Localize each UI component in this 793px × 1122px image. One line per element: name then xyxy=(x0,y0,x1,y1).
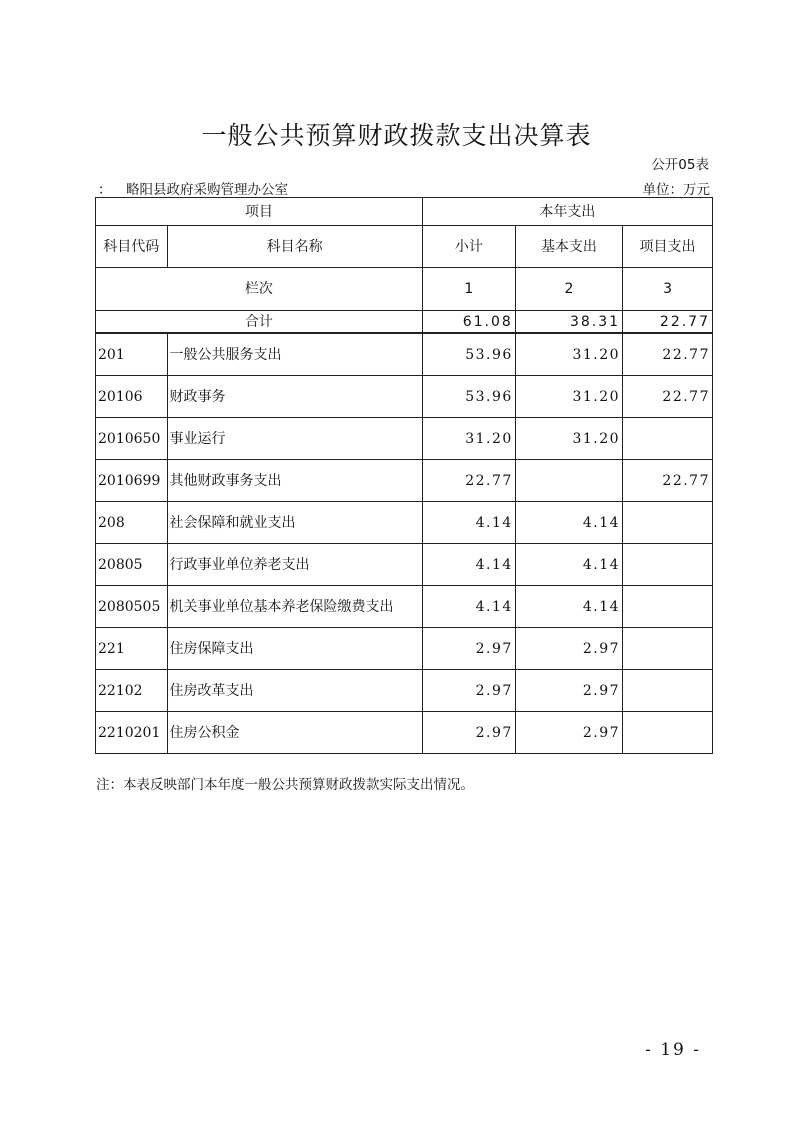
org-name: 略阳县政府采购管理办公室 xyxy=(126,182,288,198)
row-basic: 4.14 xyxy=(515,544,622,586)
row-name: 住房保障支出 xyxy=(167,628,422,670)
header-basic: 基本支出 xyxy=(515,226,622,268)
row-code: 2210201 xyxy=(96,712,168,754)
row-project xyxy=(623,670,713,712)
header-subtotal: 小计 xyxy=(422,226,515,268)
header-item: 项目 xyxy=(96,198,423,226)
row-name: 机关事业单位基本养老保险缴费支出 xyxy=(167,586,422,628)
row-basic: 31.20 xyxy=(515,418,622,460)
row-name: 一般公共服务支出 xyxy=(167,333,422,376)
header-name: 科目名称 xyxy=(167,226,422,268)
row-code: 20106 xyxy=(96,376,168,418)
row-subtotal: 2.97 xyxy=(422,628,515,670)
table-row xyxy=(96,544,713,586)
row-name: 行政事业单位养老支出 xyxy=(167,544,422,586)
row-basic: 4.14 xyxy=(515,502,622,544)
form-number: 公开05表 xyxy=(651,157,709,173)
table-row xyxy=(96,376,713,418)
table-row xyxy=(96,712,713,754)
header-row-1 xyxy=(96,198,713,226)
row-code: 2010650 xyxy=(96,418,168,460)
row-subtotal: 53.96 xyxy=(422,376,515,418)
row-basic: 2.97 xyxy=(515,628,622,670)
row-code: 22102 xyxy=(96,670,168,712)
total-project: 22.77 xyxy=(623,311,713,334)
page-title: 一般公共预算财政拨款支出决算表 xyxy=(201,121,592,150)
row-basic: 4.14 xyxy=(515,586,622,628)
row-code: 201 xyxy=(96,333,168,376)
expenditure-table xyxy=(95,197,713,754)
table-row xyxy=(96,586,713,628)
row-project xyxy=(623,586,713,628)
row-code: 20805 xyxy=(96,544,168,586)
row-project xyxy=(623,418,713,460)
table-row xyxy=(96,502,713,544)
total-row xyxy=(96,311,713,334)
row-subtotal: 31.20 xyxy=(422,418,515,460)
row-subtotal: 4.14 xyxy=(422,586,515,628)
row-project xyxy=(623,502,713,544)
column-order-2: 2 xyxy=(515,268,622,311)
row-subtotal: 2.97 xyxy=(422,712,515,754)
row-subtotal: 4.14 xyxy=(422,544,515,586)
table-row xyxy=(96,628,713,670)
row-project: 22.77 xyxy=(623,333,713,376)
row-name: 住房公积金 xyxy=(167,712,422,754)
row-subtotal: 22.77 xyxy=(422,460,515,502)
table-row xyxy=(96,460,713,502)
table-row xyxy=(96,670,713,712)
table-row xyxy=(96,418,713,460)
total-label: 合计 xyxy=(96,311,423,334)
row-subtotal: 53.96 xyxy=(422,333,515,376)
page-number: - 19 - xyxy=(645,1040,701,1060)
org-prefix: ： xyxy=(98,182,112,198)
row-subtotal: 4.14 xyxy=(422,502,515,544)
row-code: 2010699 xyxy=(96,460,168,502)
row-code: 2080505 xyxy=(96,586,168,628)
total-basic: 38.31 xyxy=(515,311,622,334)
row-name: 社会保障和就业支出 xyxy=(167,502,422,544)
table-row xyxy=(96,333,713,376)
header-year-spending: 本年支出 xyxy=(422,198,712,226)
row-name: 事业运行 xyxy=(167,418,422,460)
unit-label: 单位：万元 xyxy=(642,182,710,198)
total-subtotal: 61.08 xyxy=(422,311,515,334)
column-order-label: 栏次 xyxy=(96,268,423,311)
row-project: 22.77 xyxy=(623,376,713,418)
row-basic: 31.20 xyxy=(515,333,622,376)
column-order-3: 3 xyxy=(623,268,713,311)
column-order-row xyxy=(96,268,713,311)
row-code: 208 xyxy=(96,502,168,544)
row-project xyxy=(623,628,713,670)
header-project: 项目支出 xyxy=(623,226,713,268)
row-project xyxy=(623,712,713,754)
column-order-1: 1 xyxy=(422,268,515,311)
row-name: 财政事务 xyxy=(167,376,422,418)
row-code: 221 xyxy=(96,628,168,670)
row-basic xyxy=(515,460,622,502)
table-note: 注：本表反映部门本年度一般公共预算财政拨款实际支出情况。 xyxy=(96,777,474,793)
header-code: 科目代码 xyxy=(96,226,168,268)
row-basic: 2.97 xyxy=(515,712,622,754)
row-project: 22.77 xyxy=(623,460,713,502)
header-row-2 xyxy=(96,226,713,268)
row-subtotal: 2.97 xyxy=(422,670,515,712)
row-project xyxy=(623,544,713,586)
row-name: 住房改革支出 xyxy=(167,670,422,712)
row-basic: 31.20 xyxy=(515,376,622,418)
row-name: 其他财政事务支出 xyxy=(167,460,422,502)
row-basic: 2.97 xyxy=(515,670,622,712)
